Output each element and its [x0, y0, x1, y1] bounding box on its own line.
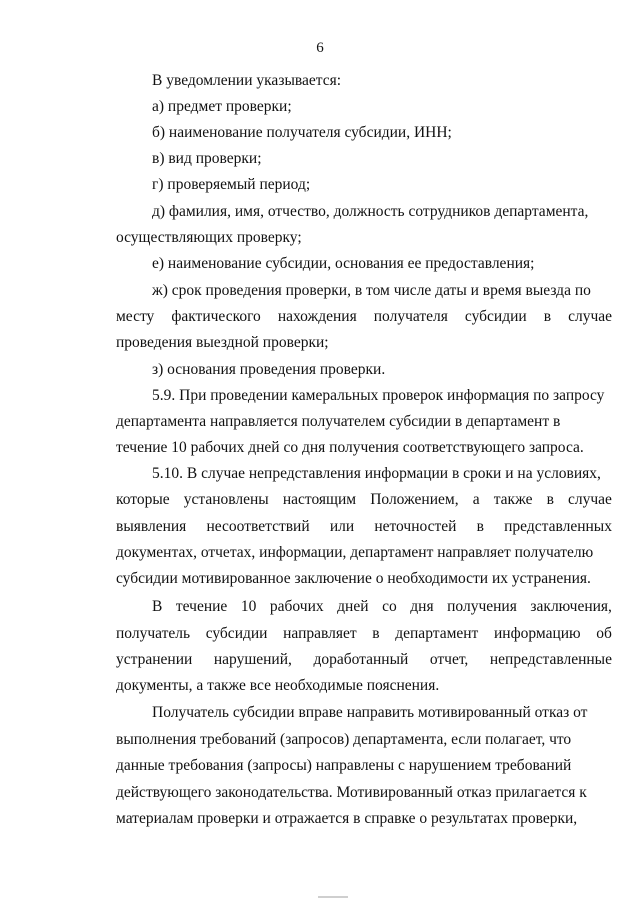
word: Положением, — [370, 491, 459, 508]
word: получателя — [373, 308, 448, 325]
text-line-justified — [152, 598, 612, 616]
text-line-justified — [116, 625, 612, 643]
word: фактического — [171, 308, 261, 325]
text-line: осуществляющих проверку; — [116, 229, 302, 246]
word: непредставленные — [489, 651, 612, 668]
text-line-justified — [116, 491, 612, 509]
word: со — [382, 598, 397, 615]
word: дней — [337, 598, 369, 615]
word: нарушений, — [213, 651, 292, 668]
text-line: 5.9. При проведении камеральных проверок информация по запросу — [152, 387, 605, 404]
text-line: проведения выездной проверки; — [116, 334, 329, 351]
word: которые — [116, 491, 170, 508]
word: получения — [447, 598, 517, 615]
scan-artifact — [318, 896, 348, 898]
text-line: выполнения требований (запросов) департамента, если полагает, что — [116, 731, 572, 748]
word: в — [476, 518, 484, 535]
text-line: документах, отчетах, информации, департамент направляет получателю — [116, 544, 594, 561]
text-line: В уведомлении указывается: — [152, 72, 342, 89]
word: а — [472, 491, 480, 508]
page-number: 6 — [316, 40, 324, 56]
text-line: материалам проверки и отражается в справке о результатах проверки, — [116, 810, 578, 827]
text-line: департамента направляется получателем субсидии в департамент в — [116, 413, 561, 430]
text-line: 5.10. В случае непредставления информации в сроки и на условиях, — [152, 465, 601, 482]
word: также — [493, 491, 533, 508]
word: месту — [116, 308, 155, 325]
word: установлены — [183, 491, 269, 508]
word: выявления — [116, 518, 187, 535]
word: нахождения — [277, 308, 357, 325]
text-line: в) вид проверки; — [152, 150, 262, 167]
word: случае — [568, 491, 612, 508]
word: в — [546, 491, 554, 508]
text-line: б) наименование получателя субсидии, ИНН; — [152, 124, 452, 141]
word: в — [372, 625, 380, 642]
word: получатель — [116, 625, 191, 642]
text-line: з) основания проведения проверки. — [152, 361, 386, 378]
text-line: д) фамилия, имя, отчество, должность сотрудников департамента, — [152, 203, 589, 220]
word: отчет, — [429, 651, 469, 668]
word: 10 — [240, 598, 257, 615]
word: заключения, — [530, 598, 612, 615]
word: течение — [175, 598, 228, 615]
text-line: е) наименование субсидии, основания ее предоставления; — [152, 255, 535, 272]
text-line: действующего законодательства. Мотивированный отказ прилагается к — [116, 784, 587, 801]
word: рабочих — [269, 598, 324, 615]
text-line: субсидии мотивированное заключение о необходимости их устранения. — [116, 570, 591, 587]
word: неточностей — [374, 518, 457, 535]
text-line: а) предмет проверки; — [152, 98, 292, 115]
word: дня — [410, 598, 434, 615]
text-line: Получатель субсидии вправе направить мотивированный отказ от — [152, 704, 588, 721]
text-line-justified — [116, 308, 612, 326]
word: в — [543, 308, 552, 325]
text-line-justified — [116, 651, 612, 669]
word: В — [152, 598, 163, 615]
word: об — [596, 625, 612, 642]
text-line: данные требования (запросы) направлены с нарушением требований — [116, 757, 572, 774]
text-line: ж) срок проведения проверки, в том числе даты и время выезда по — [152, 282, 591, 299]
text-line-justified — [116, 518, 612, 536]
word: информацию — [493, 625, 581, 642]
word: департамент — [395, 625, 479, 642]
word: случае — [568, 308, 612, 325]
text-line: г) проверяемый период; — [152, 176, 311, 193]
word: настоящим — [282, 491, 357, 508]
word: представленных — [504, 518, 612, 535]
text-line: течение 10 рабочих дней со дня получения соответствующего запроса. — [116, 439, 584, 456]
word: субсидии — [205, 625, 268, 642]
word: устранении — [116, 651, 193, 668]
word: или — [329, 518, 355, 535]
word: направляет — [283, 625, 357, 642]
word: субсидии — [464, 308, 527, 325]
word: доработанный — [313, 651, 409, 668]
word: несоответствий — [206, 518, 310, 535]
text-line: документы, а также все необходимые пояснения. — [116, 677, 440, 694]
